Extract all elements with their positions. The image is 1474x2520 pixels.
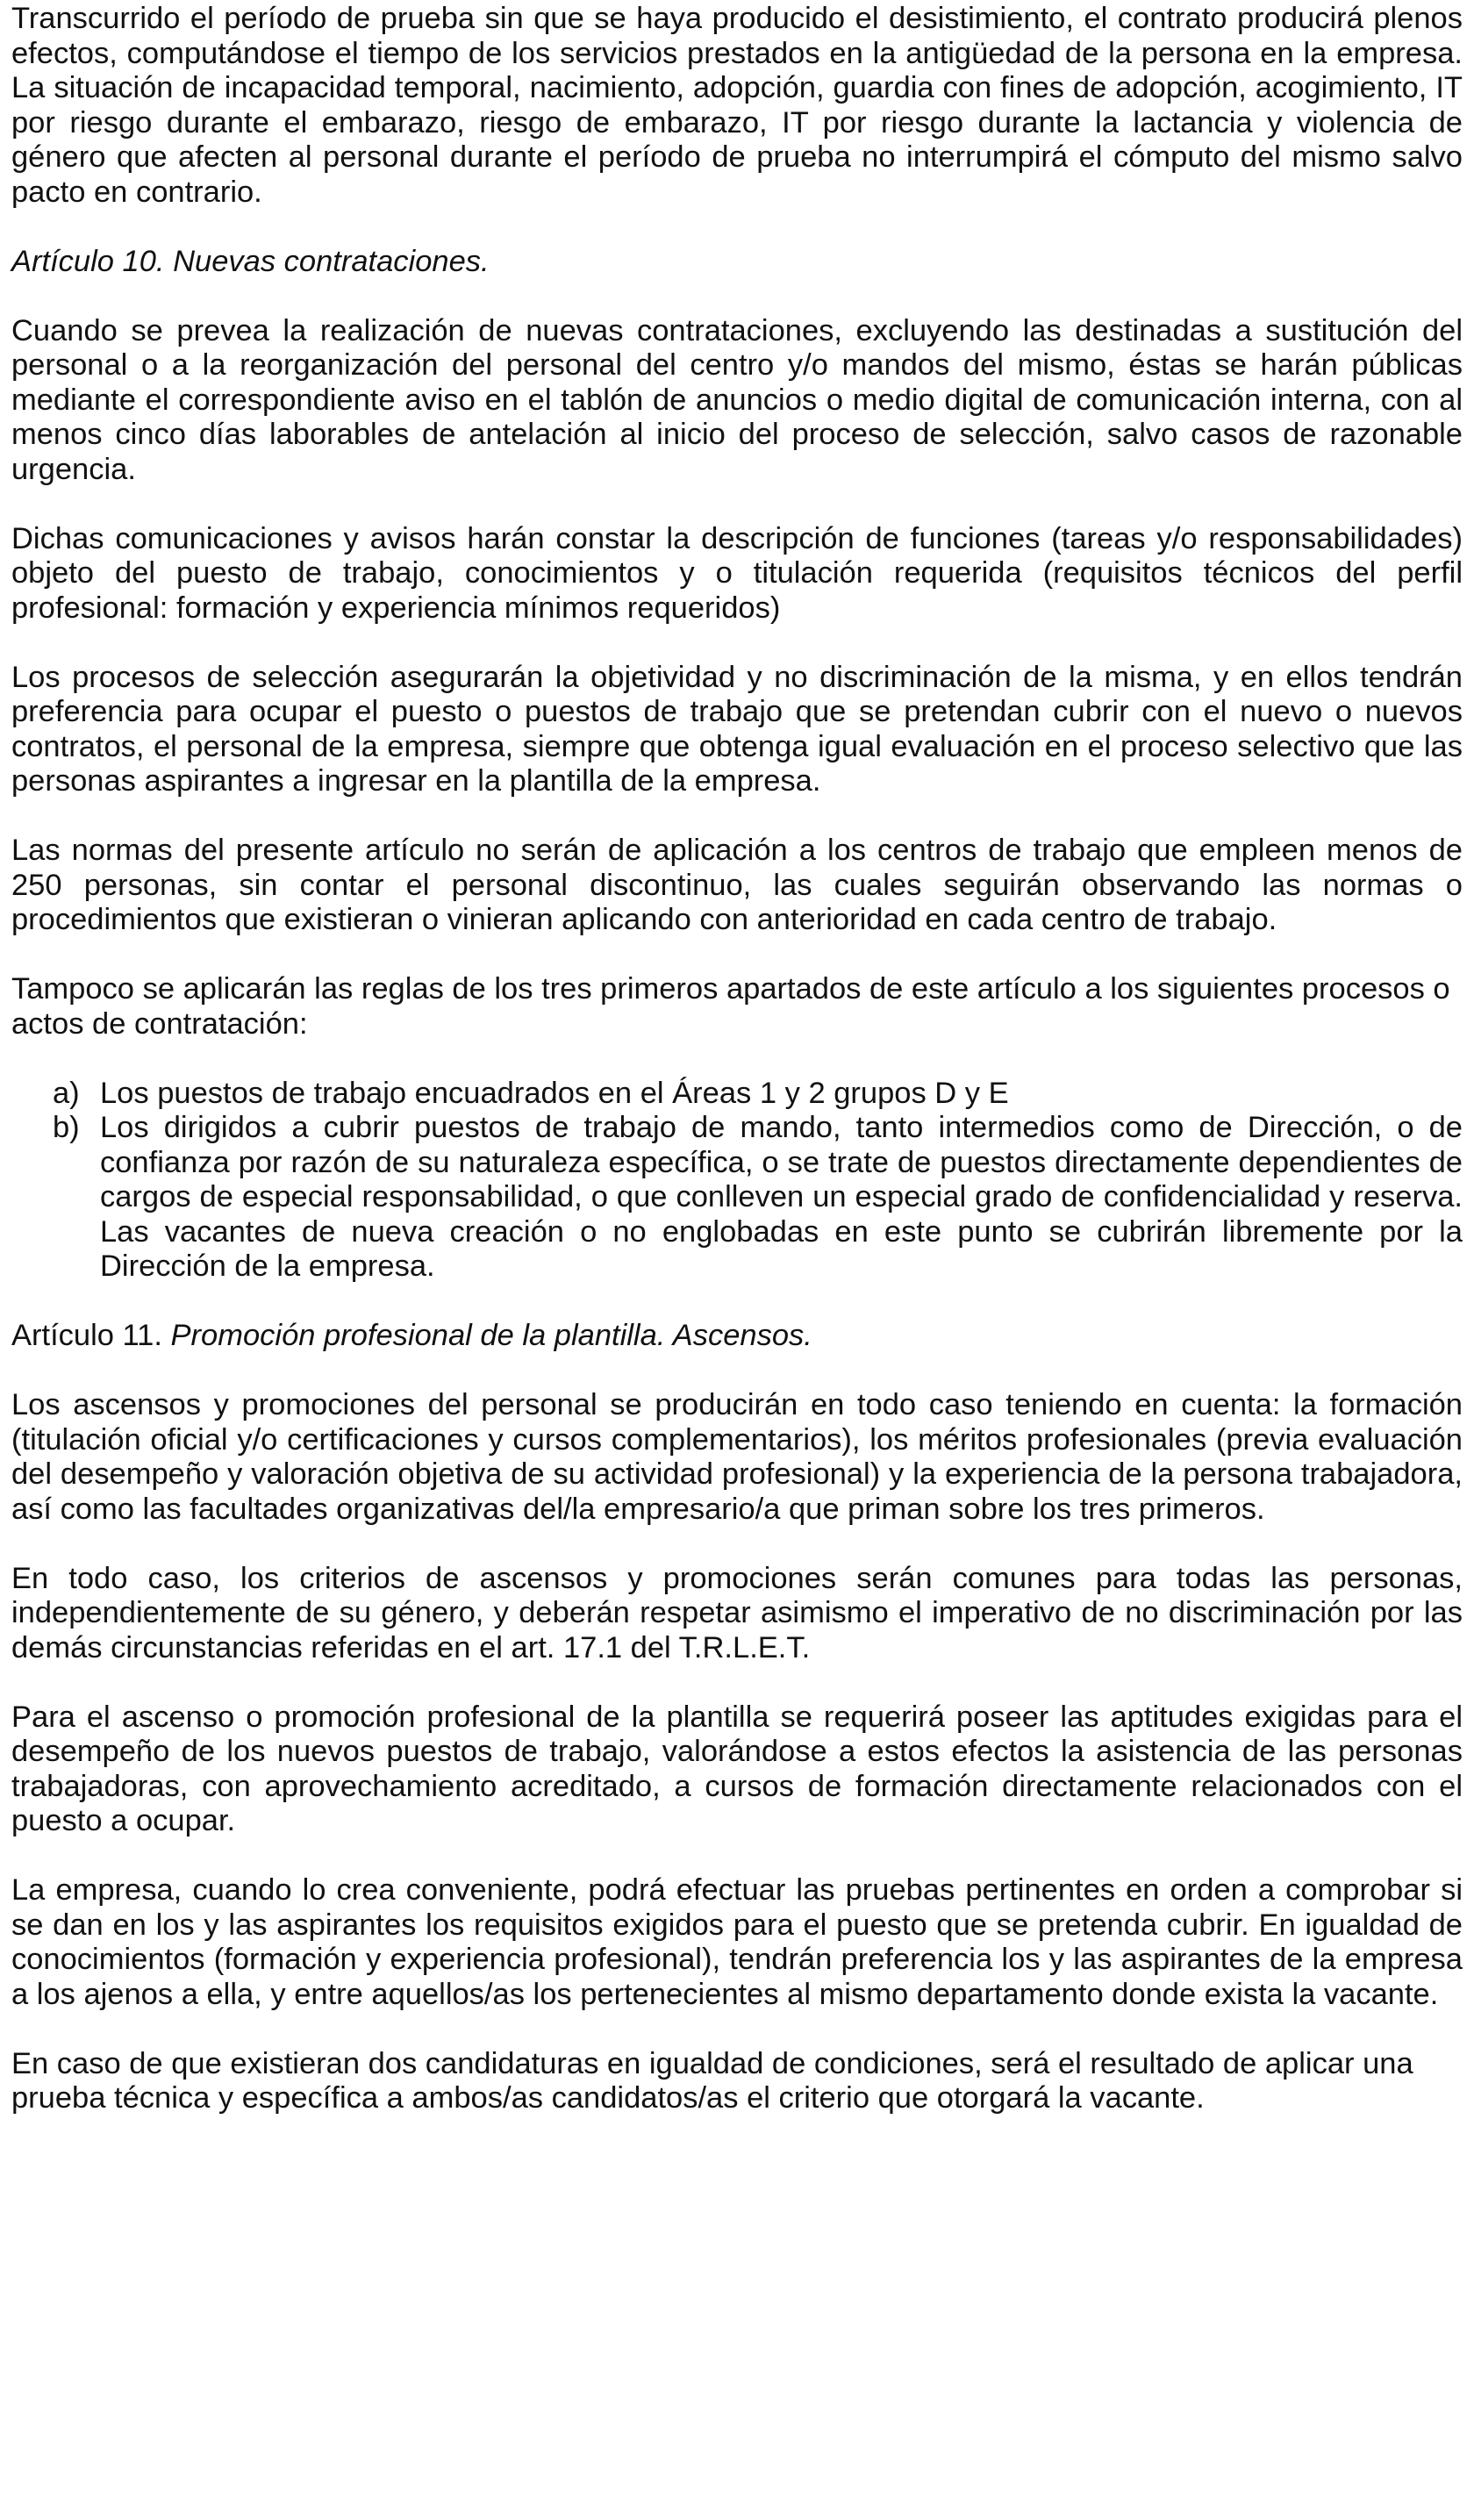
article-11-paragraph: En todo caso, los criterios de ascensos y promociones serán comunes para todas las personas, independientemente de su género, y deberán respetar asimismo el imperativo de no discriminación por las demás circunstancias referidas en el art. 17.1 del T.R.L.E.T.	[11, 1561, 1463, 1664]
article-11-paragraph: En caso de que existieran dos candidaturas en igualdad de condiciones, será el resultado de aplicar una prueba técnica y específica a ambos/as candidatos/as el criterio que otorgará la vacante.	[11, 2046, 1413, 2115]
article-10-heading	[11, 245, 1463, 280]
article-11-paragraph: La empresa, cuando lo crea conveniente, podrá efectuar las pruebas pertinentes en orden a comprobar si se dan en los y las aspirantes los requisitos exigidos para el puesto que se pretenda cubrir. En igualdad de conocimientos (formación y experiencia profesional), tendrán preferencia los y las aspirantes de la empresa a los ajenos a ella, y entre aquellos/as los pertenecientes al mismo departamento donde exista la vacante.	[11, 1873, 1463, 2011]
article-11-heading-prefix: Artículo 11.	[11, 1319, 162, 1352]
list-item-text: Los puestos de trabajo encuadrados en el Áreas 1 y 2 grupos D y E	[100, 1076, 1009, 1110]
article-11-heading	[11, 1319, 1463, 1354]
list-item-marker: b)	[53, 1111, 80, 1144]
article-10-paragraph: Los procesos de selección asegurarán la objetividad y no discriminación de la misma, y en ellos tendrán preferencia para ocupar el puesto o puestos de trabajo que se pretendan cubrir con el nuevo o nuevos contratos, el personal de la empresa, siempre que obtenga igual evaluación en el proceso selectivo que las personas aspirantes a ingresar en la plantilla de la empresa.	[11, 660, 1463, 798]
intro-paragraph: Transcurrido el período de prueba sin que se haya producido el desistimiento, el contrato producirá plenos efectos, computándose el tiempo de los servicios prestados en la antigüedad de la persona en la empresa. La situación de incapacidad temporal, nacimiento, adopción, guardia con fines de adopción, acogimiento, IT por riesgo durante el embarazo, riesgo de embarazo, IT por riesgo durante la lactancia y violencia de género que afecten al personal durante el período de prueba no interrumpirá el cómputo del mismo salvo pacto en contrario.	[11, 2, 1463, 209]
list-item-marker: a)	[53, 1076, 80, 1110]
list-item	[11, 1111, 1463, 1285]
article-10-heading-text: Artículo 10. Nuevas contrataciones.	[11, 244, 490, 278]
list-item	[11, 1077, 1463, 1112]
article-11-paragraph: Para el ascenso o promoción profesional de la plantilla se requerirá poseer las aptitudes exigidas para el desempeño de los nuevos puestos de trabajo, valorándose a estos efectos la asistencia de las personas trabajadoras, con aprovechamiento acreditado, a cursos de formación directamente relacionados con el puesto a ocupar.	[11, 1700, 1463, 1837]
article-10-paragraph: Tampoco se aplicarán las reglas de los tres primeros apartados de este artículo a los siguientes procesos o actos de contratación:	[11, 972, 1450, 1041]
article-10-paragraph: Cuando se prevea la realización de nuevas contrataciones, excluyendo las destinadas a sustitución del personal o a la reorganización del personal del centro y/o mandos del mismo, éstas se harán públicas mediante el correspondiente aviso en el tablón de anuncios o medio digital de comunicación interna, con al menos cinco días laborables de antelación al inicio del proceso de selección, salvo casos de razonable urgencia.	[11, 313, 1463, 486]
exceptions-list	[11, 1077, 1463, 1285]
article-11-paragraph: Los ascensos y promociones del personal se producirán en todo caso teniendo en cuenta: la formación (titulación oficial y/o certificaciones y cursos complementarios), los méritos profesionales (previa evaluación del desempeño y valoración objetiva de su actividad profesional) y la experiencia de la persona trabajadora, así como las facultades organizativas del/la empresario/a que priman sobre los tres primeros.	[11, 1388, 1463, 1526]
article-10-paragraph: Dichas comunicaciones y avisos harán constar la descripción de funciones (tareas y/o responsabilidades) objeto del puesto de trabajo, conocimientos y o titulación requerida (requisitos técnicos del perfil profesional: formación y experiencia mínimos requeridos)	[11, 521, 1463, 625]
article-10-paragraph: Las normas del presente artículo no serán de aplicación a los centros de trabajo que empleen menos de 250 personas, sin contar el personal discontinuo, las cuales seguirán observando las normas o procedimientos que existieran o vinieran aplicando con anterioridad en cada centro de trabajo.	[11, 834, 1463, 936]
list-item-text: Los dirigidos a cubrir puestos de trabajo de mando, tanto intermedios como de Dirección, o de confianza por razón de su naturaleza específica, o se trate de puestos directamente dependientes de cargos de especial responsabilidad, o que conlleven un especial grado de confidencialidad y reserva. Las vacantes de nueva creación o no englobadas en este punto se cubrirán libremente por la Dirección de la empresa.	[100, 1111, 1463, 1283]
article-11-heading-title: Promoción profesional de la plantilla. Ascensos.	[170, 1319, 812, 1352]
